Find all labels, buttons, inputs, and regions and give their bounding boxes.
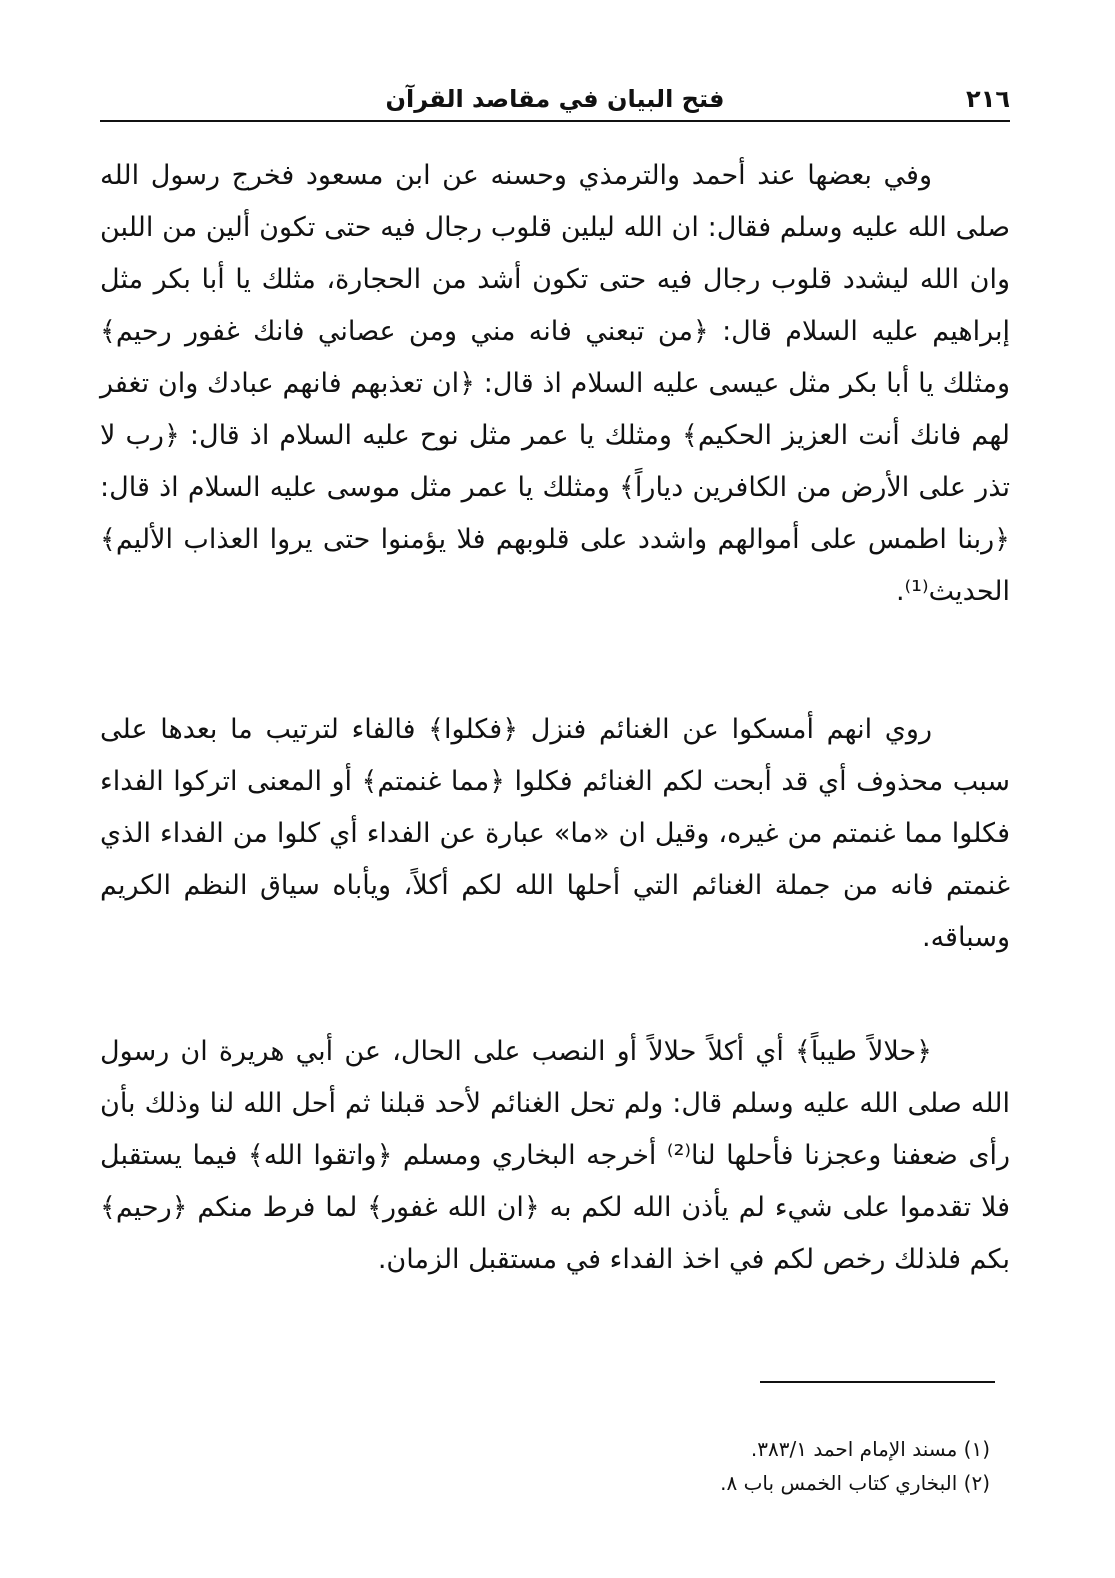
body-paragraph: روي انهم أمسكوا عن الغنائم فنزل ﴿فكلوا﴾ فالفاء لترتيب ما بعدها على سبب محذوف أي قد أبحت لكم الغنائم فكلوا ﴿مما غنمتم﴾ أو المعنى اتركوا الفداء فكلوا مما غنمتم من غيره، وقيل ان «ما» عبارة عن الفداء أي كلوا من الفداء الذي غنمتم فانه من جملة الغنائم التي أحلها الله لكم أكلاً، ويأباه سياق النظم الكريم وسباقه. [100,714,1010,953]
page-header [100,72,1010,122]
footnote: (١) مسند الإمام احمد ٣٨٣/١. [750,1437,990,1461]
footnote: (٢) البخاري كتاب الخمس باب ٨. [720,1471,990,1495]
footnotes [100,1432,990,1500]
body-paragraph: وفي بعضها عند أحمد والترمذي وحسنه عن ابن مسعود فخرج رسول الله صلى الله عليه وسلم فقال: ان الله ليلين قلوب رجال فيه حتى تكون ألين من اللبن وان الله ليشدد قلوب رجال فيه حتى تكون أشد من الحجارة، مثلك يا أبا بكر مثل إبراهيم عليه السلام قال: ﴿من تبعني فانه مني ومن عصاني فانك غفور رحيم﴾ ومثلك يا أبا بكر مثل عيسى عليه السلام اذ قال: ﴿ان تعذبهم فانهم عبادك وان تغفر لهم فانك أنت العزيز الحكيم﴾ ومثلك يا عمر مثل نوح عليه السلام اذ قال: ﴿رب لا تذر على الأرض من الكافرين دياراً﴾ ومثلك يا عمر مثل موسى عليه السلام اذ قال: ﴿ربنا اطمس على أموالهم واشدد على قلوبهم فلا يؤمنوا حتى يروا العذاب الأليم﴾ الحديث⁽¹⁾. [100,160,1010,607]
footnote-divider [760,1381,995,1383]
page-number: ٢١٦ [966,85,1010,113]
body-paragraph: ﴿حلالاً طيباً﴾ أي أكلاً حلالاً أو النصب على الحال، عن أبي هريرة ان رسول الله صلى الله عليه وسلم قال: ولم تحل الغنائم لأحد قبلنا ثم أحل الله لنا وذلك بأن رأى ضعفنا وعجزنا فأحلها لنا⁽²⁾ أخرجه البخاري ومسلم ﴿واتقوا الله﴾ فيما يستقبل فلا تقدموا على شيء لم يأذن الله لكم به ﴿ان الله غفور﴾ لما فرط منكم ﴿رحيم﴾ بكم فلذلك رخص لكم في اخذ الفداء في مستقبل الزمان. [100,1036,1011,1275]
running-title: فتح البيان في مقاصد القرآن [385,85,725,113]
